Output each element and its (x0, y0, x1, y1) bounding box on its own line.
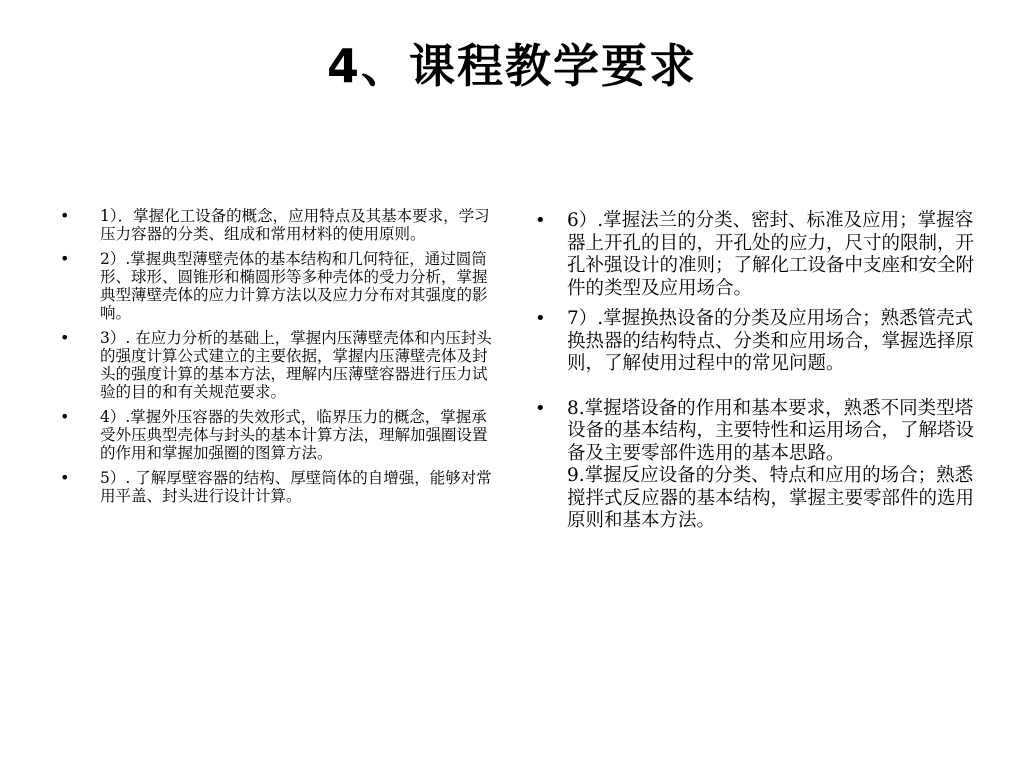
bullet-icon: • (535, 308, 546, 329)
list-item (60, 329, 492, 401)
bullet-icon: • (60, 468, 70, 487)
bullet-icon: • (60, 328, 70, 347)
list-item-text: 4）.掌握外压容器的失效形式，临界压力的概念，掌握承受外压典型壳体与封头的基本计算方法，理解加强圈设置的作用和掌握加强圈的图算方法。 (100, 408, 488, 462)
list-item-text: 8.掌握塔设备的作用和基本要求，熟悉不同类型塔设备的基本结构，主要特性和运用场合，了解塔设备及主要零部件选用的基本思路。 (567, 397, 975, 464)
list-item (535, 398, 987, 533)
bullet-icon: • (60, 249, 70, 268)
bullet-icon: • (60, 407, 70, 426)
list-item (535, 308, 987, 376)
list-item (60, 408, 492, 462)
list-item-text: 6）.掌握法兰的分类、密封、标准及应用；掌握容器上开孔的目的，开孔处的应力，尺寸的限制，开孔补强设计的准则；了解化工设备中支座和安全附件的类型及应用场合。 (567, 210, 975, 299)
list-item-text: 5）. 了解厚壁容器的结构、厚壁筒体的自增强，能够对常用平盖、封头进行设计计算。 (100, 469, 492, 505)
list-item-subtext: 9.掌握反应设备的分类、特点和应用的场合；熟悉搅拌式反应器的基本结构，掌握主要零部件的选用原则和基本方法。 (567, 465, 975, 531)
list-item (535, 210, 987, 300)
bullet-icon: • (60, 206, 70, 225)
list-item (60, 250, 492, 322)
right-requirements-list (535, 210, 987, 541)
list-item (60, 207, 492, 243)
list-item-text: 3）. 在应力分析的基础上，掌握内压薄壁壳体和内压封头的强度计算公式建立的主要依据，掌握内压薄壁壳体及封头的强度计算的基本方法，理解内压薄壁容器进行压力试验的目的和有关规范要求。 (100, 329, 492, 401)
list-item-text: 1）．掌握化工设备的概念，应用特点及其基本要求，学习压力容器的分类、组成和常用材料的使用原则。 (100, 207, 490, 243)
bullet-icon: • (535, 210, 546, 231)
bullet-icon: • (535, 397, 546, 419)
list-item (60, 469, 492, 505)
list-item-text: 2）.掌握典型薄壁壳体的基本结构和几何特征，通过圆筒形、球形、圆锥形和椭圆形等多种壳体的受力分析，掌握典型薄壁壳体的应力计算方法以及应力分布对其强度的影响。 (100, 250, 488, 322)
left-requirements-list (60, 207, 492, 512)
slide-title: 4、课程教学要求 (326, 39, 697, 93)
list-item-text: 7）.掌握换热设备的分类及应用场合；熟悉管壳式换热器的结构特点、分类和应用场合，掌握选择原则，了解使用过程中的常见问题。 (567, 308, 975, 374)
